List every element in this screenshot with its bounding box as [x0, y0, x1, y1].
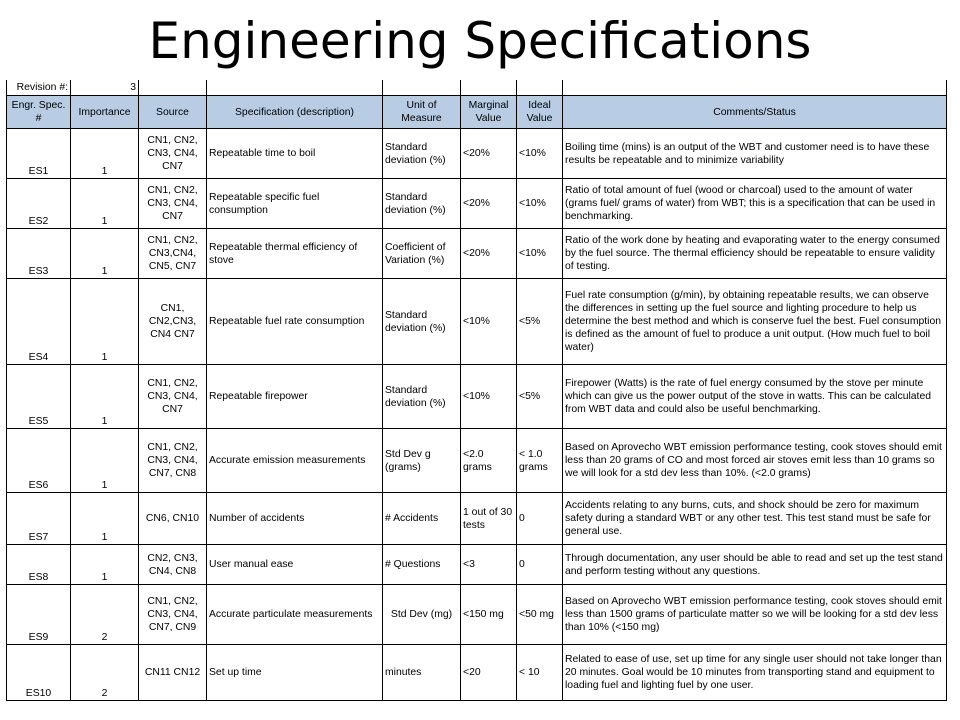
spec-comment: Related to ease of use, set up time for any single user should not take longer than 20 minutes. Goal would be 10 minutes from transporting stand and equipment to loading fuel and lighting fuel by one user. [563, 645, 947, 701]
spec-ideal: <10% [517, 129, 563, 179]
spec-comment: Accidents relating to any burns, cuts, and shock should be zero for maximum safety during a standard WBT or any other test. This test stand must be safe for general use. [563, 493, 947, 545]
header-comments: Comments/Status [563, 96, 947, 129]
spec-description: Repeatable time to boil [207, 129, 383, 179]
spec-source: CN1, CN2,CN3, CN4 CN7 [139, 279, 207, 365]
spec-code: ES2 [7, 179, 71, 229]
spec-marginal: <20 [461, 645, 517, 701]
table-row [7, 129, 947, 179]
spec-marginal: <150 mg [461, 585, 517, 645]
spec-description: Repeatable specific fuel consumption [207, 179, 383, 229]
spec-marginal: <20% [461, 179, 517, 229]
spec-description: Repeatable thermal efficiency of stove [207, 229, 383, 279]
spec-unit: minutes [383, 645, 461, 701]
spec-comment: Fuel rate consumption (g/min), by obtaining repeatable results, we can observe the differences in setting up the fuel source and lighting procedure to help us determine the best method and which is conserve fuel the best. Fuel consumption is defined as the amount of fuel to produce a unit output. (How much fuel to boil water) [563, 279, 947, 365]
spec-source: CN11 CN12 [139, 645, 207, 701]
spec-description: Accurate emission measurements [207, 429, 383, 493]
spec-marginal: <20% [461, 229, 517, 279]
page-title: Engineering Specifications [148, 12, 812, 70]
spec-source: CN1, CN2, CN3, CN4, CN7 [139, 179, 207, 229]
header-unit: Unit of Measure [383, 96, 461, 129]
spec-importance: 1 [71, 365, 139, 429]
spec-unit: Standard deviation (%) [383, 365, 461, 429]
spec-code: ES5 [7, 365, 71, 429]
spec-unit: Coefficient of Variation (%) [383, 229, 461, 279]
header-importance: Importance [71, 96, 139, 129]
table-row [7, 429, 947, 493]
spec-source: CN1, CN2, CN3,CN4, CN5, CN7 [139, 229, 207, 279]
specifications-table [6, 80, 947, 701]
spec-importance: 1 [71, 545, 139, 585]
spec-unit: Std Dev (mg) [383, 585, 461, 645]
spec-description: Repeatable firepower [207, 365, 383, 429]
spec-importance: 1 [71, 179, 139, 229]
spec-code: ES6 [7, 429, 71, 493]
spec-marginal: <20% [461, 129, 517, 179]
spec-unit: # Accidents [383, 493, 461, 545]
header-row [7, 96, 947, 129]
spec-code: ES1 [7, 129, 71, 179]
spec-source: CN1, CN2, CN3, CN4, CN7, CN9 [139, 585, 207, 645]
spec-code: ES8 [7, 545, 71, 585]
spec-source: CN6, CN10 [139, 493, 207, 545]
spec-ideal: < 1.0 grams [517, 429, 563, 493]
spec-comment: Boiling time (mins) is an output of the WBT and customer need is to have these results be repeatable and to minimize variability [563, 129, 947, 179]
header-source: Source [139, 96, 207, 129]
spec-code: ES10 [7, 645, 71, 701]
spec-ideal: < 10 [517, 645, 563, 701]
spec-comment: Firepower (Watts) is the rate of fuel energy consumed by the stove per minute which can give us the power output of the stove in watts. This can be calculated from WBT data and could also be useful benchmarking. [563, 365, 947, 429]
revision-row [7, 80, 947, 96]
spec-source: CN1, CN2, CN3, CN4, CN7, CN8 [139, 429, 207, 493]
spec-source: CN1, CN2, CN3, CN4, CN7 [139, 365, 207, 429]
table-row [7, 279, 947, 365]
table-row [7, 585, 947, 645]
spec-importance: 1 [71, 229, 139, 279]
spec-code: ES7 [7, 493, 71, 545]
spec-comment: Ratio of total amount of fuel (wood or charcoal) used to the amount of water (grams fuel/ grams of water) from WBT; this is a specification that can be used in benchmarking. [563, 179, 947, 229]
spec-comment: Based on Aprovecho WBT emission performance testing, cook stoves should emit less than 20 grams of CO and most forced air stoves emit less than 10 grams so we will look for a std dev less than 10%. (<2.0 grams) [563, 429, 947, 493]
table-row [7, 493, 947, 545]
spec-comment: Ratio of the work done by heating and evaporating water to the energy consumed by the fuel source. The thermal efficiency should be repeatable to ensure validity of testing. [563, 229, 947, 279]
spec-description: Accurate particulate measurements [207, 585, 383, 645]
spec-ideal: <5% [517, 365, 563, 429]
spec-ideal: 0 [517, 493, 563, 545]
header-marginal: Marginal Value [461, 96, 517, 129]
spec-code: ES9 [7, 585, 71, 645]
spec-unit: Std Dev g (grams) [383, 429, 461, 493]
table-row [7, 179, 947, 229]
spec-importance: 2 [71, 585, 139, 645]
spec-importance: 1 [71, 429, 139, 493]
spec-marginal: <2.0 grams [461, 429, 517, 493]
spec-comment: Based on Aprovecho WBT emission performance testing, cook stoves should emit less than 1500 grams of particulate matter so we will be looking for a std dev less than 10% (<150 mg) [563, 585, 947, 645]
spec-importance: 1 [71, 129, 139, 179]
spec-unit: Standard deviation (%) [383, 179, 461, 229]
spec-marginal: <10% [461, 279, 517, 365]
spec-marginal: 1 out of 30 tests [461, 493, 517, 545]
spec-source: CN1, CN2, CN3, CN4, CN7 [139, 129, 207, 179]
spec-ideal: <10% [517, 229, 563, 279]
spec-code: ES3 [7, 229, 71, 279]
spec-importance: 1 [71, 279, 139, 365]
table-row [7, 645, 947, 701]
header-spec-no: Engr. Spec. # [7, 96, 71, 129]
table-row [7, 545, 947, 585]
table-row [7, 365, 947, 429]
spec-ideal: <10% [517, 179, 563, 229]
spec-unit: Standard deviation (%) [383, 279, 461, 365]
revision-value: 3 [71, 80, 139, 96]
spec-description: User manual ease [207, 545, 383, 585]
spec-unit: Standard deviation (%) [383, 129, 461, 179]
spec-marginal: <10% [461, 365, 517, 429]
spec-importance: 2 [71, 645, 139, 701]
spec-description: Set up time [207, 645, 383, 701]
header-ideal: Ideal Value [517, 96, 563, 129]
spec-unit: # Questions [383, 545, 461, 585]
spec-description: Number of accidents [207, 493, 383, 545]
spec-importance: 1 [71, 493, 139, 545]
spec-source: CN2, CN3, CN4, CN8 [139, 545, 207, 585]
header-description: Specification (description) [207, 96, 383, 129]
spec-description: Repeatable fuel rate consumption [207, 279, 383, 365]
spec-ideal: <50 mg [517, 585, 563, 645]
revision-label: Revision #: [7, 80, 71, 96]
spec-ideal: 0 [517, 545, 563, 585]
spec-ideal: <5% [517, 279, 563, 365]
spec-code: ES4 [7, 279, 71, 365]
table-row [7, 229, 947, 279]
spec-comment: Through documentation, any user should be able to read and set up the test stand and perform testing without any questions. [563, 545, 947, 585]
spec-marginal: <3 [461, 545, 517, 585]
